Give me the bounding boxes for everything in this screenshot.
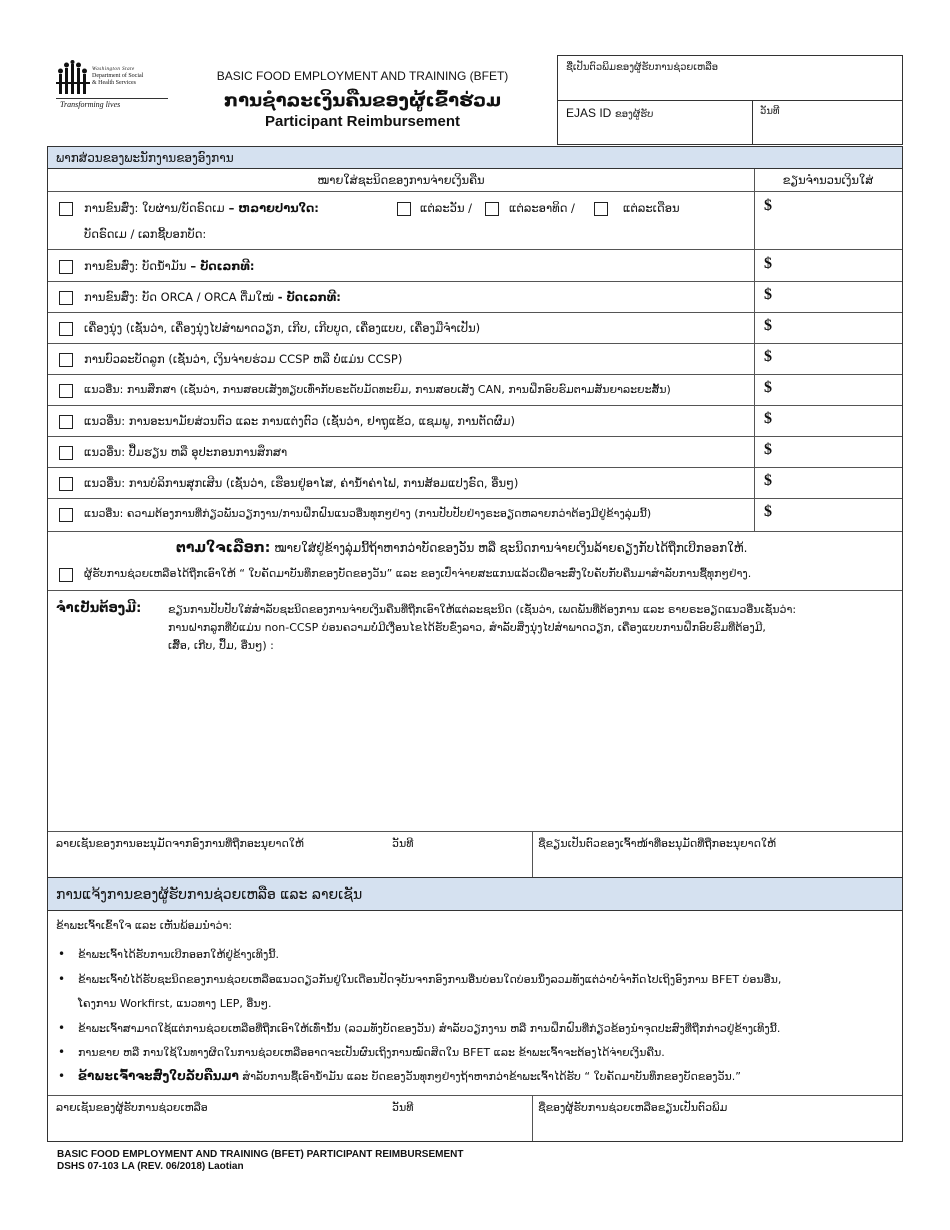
client-date-label: ວັນທີ xyxy=(392,1101,414,1114)
bullet-2-text-cont: ໂຄງການ Workfirst, ແນວທາງ LEP, ອື່ນໆ. xyxy=(78,997,272,1010)
necessity-textarea[interactable] xyxy=(168,667,898,827)
agency-state: Washington State xyxy=(92,67,135,72)
program-title: BASIC FOOD EMPLOYMENT AND TRAINING (BFET) xyxy=(216,69,509,83)
staff-printed-name-field[interactable] xyxy=(534,853,902,875)
dshs-logo xyxy=(56,60,176,112)
amount-hygiene[interactable]: $ xyxy=(764,410,772,427)
gas-card-label: ການຂົນສົ່ງ: ບັດນ້ຳມັນ – ບັດເລກທີ: xyxy=(84,259,255,273)
footer-form-number: DSHS 07-103 LA (REV. 06/2018) Laotian xyxy=(57,1161,244,1172)
per-month-label: ແຕ່ລະເດືອນ xyxy=(623,201,680,215)
per-month-checkbox[interactable] xyxy=(594,202,608,216)
clothing-checkbox[interactable] xyxy=(59,322,73,336)
per-day-checkbox[interactable] xyxy=(397,202,411,216)
gas-card-checkbox[interactable] xyxy=(59,260,73,274)
hygiene-checkbox[interactable] xyxy=(59,415,73,429)
form-body xyxy=(47,146,903,1142)
amount-emergency[interactable]: $ xyxy=(764,472,772,489)
title-lao: ການຊຳລະເງິນຄືນຂອງຜູ້ເຂົ້າຮ່ວມ xyxy=(223,90,502,111)
agency-tagline: Transforming lives xyxy=(60,100,121,109)
books-label: ແນວອື່ນ: ປຶ້ມຮຽນ ຫລື ອຸປະກອນການສຶກສາ xyxy=(84,445,288,459)
orca-card-checkbox[interactable] xyxy=(59,291,73,305)
title-en: Participant Reimbursement xyxy=(264,113,461,130)
client-id-box xyxy=(557,55,903,145)
client-printed-name-label: ຊື່ຂອງຜູ້ຮັບການຊ່ວຍເຫລືອຂຽນເປັນຕົວພິມ xyxy=(538,1101,728,1114)
staff-signature-label: ລາຍເຊັນຂອງການອະນຸມັດຈາກອົງການທີ່ຖືກອະນຸຍາດໃຫ້ xyxy=(56,837,304,850)
ejas-id-suffix: ຂອງຜູ້ຮັບ xyxy=(614,109,654,120)
hygiene-label: ແນວອື່ນ: ການອະນາມັຍສ່ວນຕົວ ແລະ ການແຕ່ງຕົວ (ເຊັ່ນວ່າ, ຢາຖູແຂ້ວ, ແຊມພູ, ການຕັດຜົມ) xyxy=(84,414,515,428)
bus-pass-label: ການຂົນສົ່ງ: ໃບຜ່ານ/ບັດຣົດເມ – ຫລາຍປານໃດ: xyxy=(84,201,319,215)
client-signature-field[interactable] xyxy=(48,1117,532,1141)
orca-card-label: ການຂົນສົ່ງ: ບັດ ORCA / ORCA ຕື່ມໃໝ່ - ບັດເລກທີ: xyxy=(84,290,341,304)
staff-date-label: ວັນທີ xyxy=(392,837,414,850)
day-pass-log-checkbox[interactable] xyxy=(59,568,73,582)
col-description-header: ໝາຍໃສ່ຊະນິດຂອງການຈ່າຍເງິນຄືນ xyxy=(317,173,485,187)
bullet-2-text: ຂ້າພະເຈົ້າບໍ່ໄດ້ຮັບຊະນິດຂອງການຊ່ວຍເຫລືອແນວດຽວກັນຢູ່ໃນເດືອນປັດຈຸບັນຈາກອົງການອື່ນບ່ອນໃດບ່ອນນຶ່ງລວມທັງແຕ່ວ່າບໍ່ຈຳກັດໄປເຖິງອົງການ BFET ບ່ອນອື່ນ, xyxy=(78,973,782,986)
per-week-checkbox[interactable] xyxy=(485,202,499,216)
amount-clothing[interactable]: $ xyxy=(764,317,772,334)
bullet-1-text: ຂ້າພະເຈົ້າໄດ້ຮັບການເບີກອອກໃຫ້ຢູ່ຂ້າງເທິງນີ້. xyxy=(78,948,280,961)
education-checkbox[interactable] xyxy=(59,384,73,398)
other-needs-label: ແນວອື່ນ: ຄວາມຕ້ອງການທີ່ກ່ຽວພັນວຽກງານ/ການຝຶກຝົນແນວອື່ນທຸກໆຢ່າງ (ການປັບປັບຢ່າງຣະອຽດຫລາຍກວ່າຕ້ອງມີຢູ່ຂ້າງລຸ່ມນີ້) xyxy=(84,507,652,520)
bullet-3-text: ຂ້າພະເຈົ້າສາມາດໃຊ້ແຕ່ການຊ່ວຍເຫລືອທີ່ຖືກເອົາໃຫ້ເທົ່ານັ້ນ (ລວມທັງບັດຂອງວັນ) ສຳລັບວຽກງານ ຫລື ການຝຶກຝົນທີ່ກ່ຽວຂ້ອງນຳຈຸດປະສົງທີ່ຖືກກ່າວຢູ່ຂ້າງເທິງນີ້. xyxy=(78,1022,781,1035)
bullet-5-text: ຂ້າພະເຈົ້າຈະສົ່ງໃບລັບຄືນມາ ສຳລັບການຊື້ເອົານ້ຳມັນ ແລະ ບັດຂອງວັນທຸກໆຢ່າງຖ້າຫາກວ່າຂ້າພະເຈົ້າໄດ້ຮັບ “ ໃບຄັດມາບັນທຶກຂອງບັດຂອງວັນ.” xyxy=(78,1069,741,1083)
bullet-5: • xyxy=(58,1069,66,1083)
agency-line1: Department of Social xyxy=(92,73,144,79)
id-date-label: ວັນທີ xyxy=(760,106,780,117)
amount-education[interactable]: $ xyxy=(764,379,772,396)
amount-child-care[interactable]: $ xyxy=(764,348,772,365)
bus-card-number-label: ບັດຣົດເມ / ເລກຊີ້ບອກບັດ: xyxy=(84,227,207,241)
dshs-emblem-icon xyxy=(56,60,90,96)
amount-gas-card[interactable]: $ xyxy=(764,255,772,272)
bus-pass-checkbox[interactable] xyxy=(59,202,73,216)
staff-section-heading: ພາກສ່ວນຂອງພະນັກງານຂອງອົງການ xyxy=(48,147,902,169)
amount-bus-pass[interactable]: $ xyxy=(764,197,772,214)
client-intro: ຂ້າພະເຈົ້າເຂົ້າໃຈ ແລະ ເຫັນພ້ອມນຳວ່າ: xyxy=(56,919,233,932)
agency-line2: & Health Services xyxy=(92,80,136,86)
client-printed-name-field[interactable] xyxy=(534,1117,902,1141)
amount-books[interactable]: $ xyxy=(764,441,772,458)
staff-signature-field[interactable] xyxy=(48,853,532,875)
per-week-label: ແຕ່ລະອາທິດ / xyxy=(509,201,575,215)
emergency-checkbox[interactable] xyxy=(59,477,73,491)
bullet-1: • xyxy=(58,947,66,961)
client-section-heading: ການແຈ້ງການຂອງຜູ້ຮັບການຊ່ວຍເຫລືອ ແລະ ລາຍເຊັນ xyxy=(48,877,902,911)
emergency-label: ແນວອື່ນ: ການບໍລິການສຸກເສີນ (ເຊັ່ນວ່າ, ເຮືອນຢູ່ອາໄສ, ຄ່ານ້ຳຄ່າໄຟ, ການສ້ອມແປງຣົດ, ອື່ນໆ) xyxy=(84,476,519,490)
client-name-label: ຊື່ເປັນຕົວພິມຂອງຜູ້ຮັບການຊ່ວຍເຫລືອ xyxy=(566,62,719,73)
col-amount-header: ຂຽນຈຳນວນເງິນໃສ່ xyxy=(782,173,874,187)
logo-divider xyxy=(56,98,168,99)
other-needs-checkbox[interactable] xyxy=(59,508,73,522)
books-checkbox[interactable] xyxy=(59,446,73,460)
child-care-checkbox[interactable] xyxy=(59,353,73,367)
bullet-4-text: ການຂາຍ ຫລື ການໃຊ້ໃນທາງຜິດໃນການຊ່ວຍເຫລືອອາດຈະເປັນຜົນເຖິງການໝົດສິດໃນ BFET ແລະ ຂ້າພະເຈົ້າຈະຕ້ອງໄດ້ຈ່າຍເງິນຄືນ. xyxy=(78,1046,665,1059)
child-care-label: ການບົວລະບັດລູກ (ເຊັ່ນວ່າ, ເງິນຈ່າຍຮ່ວມ CCSP ຫລື ບໍ່ແມ່ນ CCSP) xyxy=(84,352,403,366)
bullet-4: • xyxy=(58,1045,66,1059)
bullet-2: • xyxy=(58,972,66,986)
day-pass-log-label: ຜູ້ຮັບການຊ່ວຍເຫລືອໄດ້ຖືກເອົາໃຫ້ “ ໃບຄັດມາບັນທຶກຂອງບັດຂອງວັນ” ແລະ ຂອງເປົ່າຈ່າຍສະແກນແລ້ວເພື່ອຈະສົ່ງໃບຄັບກັບຄືນມາສຳລັບການຊື້ທຸກໆຢ່າງ. xyxy=(84,567,752,580)
optional-note: ຕາມໃຈເລືອກ: ໝາຍໃສ່ຢູ່ຂ້າງລຸ່ມນີ້ຖ້າຫາກວ່າບັດຂອງວັນ ຫລື ຊະນິດການຈ່າຍເງິນລ້າຍຄຽງກັບໄດ້ຖືກເບີກອອກໃຫ້. xyxy=(176,540,748,556)
education-label: ແນວອື່ນ: ການສຶກສາ (ເຊັ່ນວ່າ, ການສອບເສັງທຽບເທົ່າກັບຣະດັບມັດທະຍົມ, ການສອບເສັງ CAN, ການຝຶກອົບຮົມຕາມສັນຍາລະຍະສັ້ນ) xyxy=(84,383,671,396)
amount-orca-card[interactable]: $ xyxy=(764,286,772,303)
client-signature-label: ລາຍເຊັນຂອງຜູ້ຮັບການຊ່ວຍເຫລືອ xyxy=(56,1101,208,1114)
necessity-instructions: ຂຽນການປັບປັບໃສ່ສຳລັບຊະນິດຂອງການຈ່າຍເງິນຄືນທີ່ຖືກເອົາໃຫ້ແຕ່ລະຊະນິດ (ເຊັ່ນວ່າ, ເພດພັນທີ່ຕ້ອງການ ແລະ ຣາຍຣະອຽດແນວອື່ນເຊັ່ນວ່າ: ການຝາກລູກທີ່ບໍ່ແມ່ນ non-CCSP ບ່ອນຄວາມບໍ່ມີເງື່ອນໄຂໄດ້ຮັບຂົ່ງລາວ, ສຳລັບສິ່ງນຸ່ງໄປສຳພາດວຽກ, ເຄື່ອງແບບການຝຶກອົບຮົມທີ່ຕ້ອງມີ, ເສື້ອ, ເກີບ, ປຶ້ມ, ອື່ນໆ) : xyxy=(168,603,797,652)
staff-printed-name-label: ຊື່ຂຽນເປັນຕົວຂອງເຈົ້າໜ້າທີ່ອະນຸມັດທີ່ຖືກອະນຸຍາດໃຫ້ xyxy=(538,837,777,850)
amount-other-needs[interactable]: $ xyxy=(764,503,772,520)
footer-title: BASIC FOOD EMPLOYMENT AND TRAINING (BFET) PARTICIPANT REIMBURSEMENT xyxy=(57,1149,464,1160)
bullet-3: • xyxy=(58,1021,66,1035)
per-day-label: ແຕ່ລະວັນ / xyxy=(420,201,473,215)
clothing-label: ເຄື່ອງນຸ່ງ (ເຊັ່ນວ່າ, ເຄື່ອງນຸ່ງໄປສຳພາດວຽກ, ເກີບ, ເກີບບູດ, ເຄື່ອງແບບ, ເຄື່ອງມືຈຳເປັນ) xyxy=(84,321,481,335)
ejas-id-label: EJAS ID xyxy=(566,106,612,120)
necessity-label: ຈຳເປັນຕ້ອງມີ: xyxy=(56,601,142,616)
